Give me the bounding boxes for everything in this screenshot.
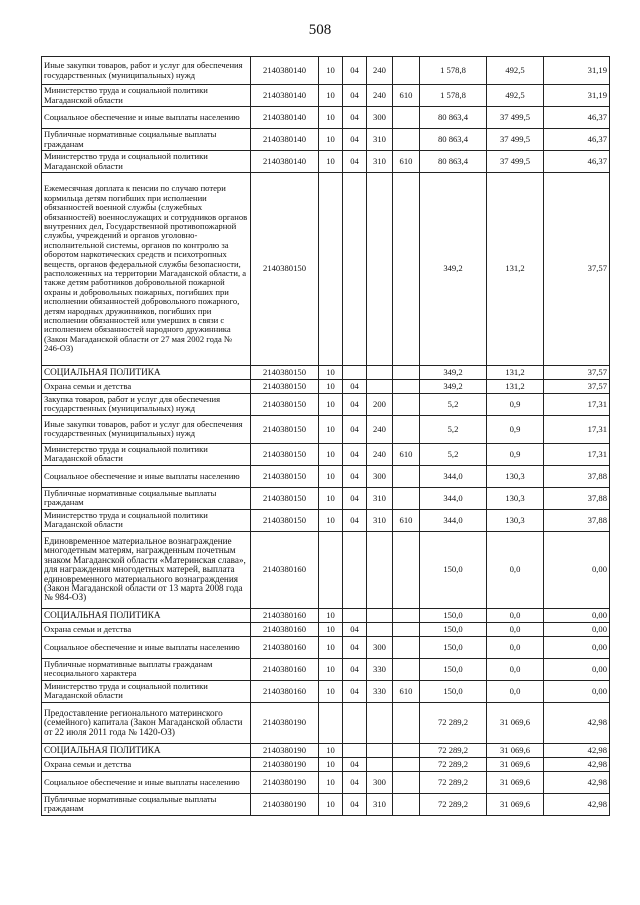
cell-pct: 31,19	[544, 85, 610, 107]
cell-fact: 130,3	[487, 487, 544, 509]
cell-pct: 0,00	[544, 608, 610, 622]
cell-gr	[393, 366, 420, 380]
cell-plan: 349,2	[420, 366, 487, 380]
table-row	[42, 366, 610, 380]
cell-plan: 150,0	[420, 608, 487, 622]
cell-code: 2140380150	[251, 415, 319, 443]
cell-pr: 04	[343, 465, 367, 487]
cell-fact: 37 499,5	[487, 107, 544, 129]
cell-pr: 04	[343, 509, 367, 531]
table-row	[42, 743, 610, 757]
cell-fact: 0,9	[487, 443, 544, 465]
cell-vr: 240	[367, 57, 393, 85]
cell-name: Предоставление регионального материнского (семейного) капитала (Закон Магаданской области от 22 июля 2011 года № 1420-ОЗ)	[42, 702, 251, 743]
cell-rz: 10	[319, 743, 343, 757]
table-row	[42, 380, 610, 394]
cell-plan: 349,2	[420, 173, 487, 366]
cell-pr: 04	[343, 85, 367, 107]
table-row	[42, 793, 610, 815]
cell-pr	[343, 743, 367, 757]
cell-name: СОЦИАЛЬНАЯ ПОЛИТИКА	[42, 366, 251, 380]
cell-vr: 310	[367, 509, 393, 531]
table-row	[42, 465, 610, 487]
cell-pct: 0,00	[544, 531, 610, 608]
cell-pct: 17,31	[544, 394, 610, 416]
cell-gr	[393, 757, 420, 771]
cell-code: 2140380150	[251, 380, 319, 394]
cell-vr: 310	[367, 129, 393, 151]
cell-code: 2140380150	[251, 487, 319, 509]
cell-pct: 0,00	[544, 622, 610, 636]
cell-plan: 72 289,2	[420, 771, 487, 793]
cell-pct: 37,88	[544, 509, 610, 531]
cell-vr: 300	[367, 465, 393, 487]
budget-table	[41, 56, 610, 816]
cell-rz: 10	[319, 85, 343, 107]
cell-fact: 131,2	[487, 173, 544, 366]
cell-plan: 344,0	[420, 509, 487, 531]
cell-code: 2140380150	[251, 465, 319, 487]
cell-plan: 5,2	[420, 443, 487, 465]
cell-vr: 310	[367, 151, 393, 173]
cell-gr	[393, 107, 420, 129]
cell-rz: 10	[319, 757, 343, 771]
cell-name: Охрана семьи и детства	[42, 757, 251, 771]
cell-name: Министерство труда и социальной политики Магаданской области	[42, 443, 251, 465]
cell-pct: 31,19	[544, 57, 610, 85]
cell-vr: 200	[367, 394, 393, 416]
cell-vr	[367, 531, 393, 608]
cell-code: 2140380190	[251, 743, 319, 757]
cell-pct: 42,98	[544, 702, 610, 743]
cell-pr: 04	[343, 129, 367, 151]
cell-name: СОЦИАЛЬНАЯ ПОЛИТИКА	[42, 743, 251, 757]
cell-pr	[343, 366, 367, 380]
cell-vr	[367, 743, 393, 757]
cell-code: 2140380190	[251, 702, 319, 743]
cell-gr: 610	[393, 680, 420, 702]
cell-rz: 10	[319, 793, 343, 815]
cell-fact: 0,9	[487, 394, 544, 416]
cell-gr	[393, 771, 420, 793]
cell-rz	[319, 531, 343, 608]
cell-rz	[319, 702, 343, 743]
cell-vr	[367, 380, 393, 394]
table-row	[42, 129, 610, 151]
cell-code: 2140380140	[251, 151, 319, 173]
cell-pr: 04	[343, 487, 367, 509]
cell-pct: 42,98	[544, 757, 610, 771]
table-row	[42, 509, 610, 531]
cell-rz: 10	[319, 366, 343, 380]
cell-vr	[367, 702, 393, 743]
cell-gr	[393, 608, 420, 622]
cell-name: Социальное обеспечение и иные выплаты населению	[42, 465, 251, 487]
cell-plan: 80 863,4	[420, 107, 487, 129]
cell-name: Публичные нормативные социальные выплаты гражданам	[42, 487, 251, 509]
table-row	[42, 658, 610, 680]
cell-code: 2140380160	[251, 658, 319, 680]
cell-plan: 344,0	[420, 487, 487, 509]
table-row	[42, 702, 610, 743]
cell-fact: 130,3	[487, 465, 544, 487]
table-row	[42, 443, 610, 465]
cell-pr: 04	[343, 636, 367, 658]
cell-gr	[393, 658, 420, 680]
cell-fact: 31 069,6	[487, 743, 544, 757]
cell-pct: 46,37	[544, 151, 610, 173]
cell-fact: 492,5	[487, 57, 544, 85]
cell-code: 2140380190	[251, 793, 319, 815]
cell-pct: 37,57	[544, 380, 610, 394]
table-row	[42, 608, 610, 622]
cell-rz: 10	[319, 129, 343, 151]
cell-pr: 04	[343, 680, 367, 702]
cell-fact: 0,0	[487, 680, 544, 702]
table-row	[42, 636, 610, 658]
cell-name: Министерство труда и социальной политики Магаданской области	[42, 85, 251, 107]
table-row	[42, 151, 610, 173]
cell-pr: 04	[343, 151, 367, 173]
cell-pct: 0,00	[544, 658, 610, 680]
cell-fact: 0,0	[487, 531, 544, 608]
page-number: 508	[308, 22, 332, 38]
cell-vr: 240	[367, 443, 393, 465]
cell-gr	[393, 793, 420, 815]
cell-fact: 31 069,6	[487, 757, 544, 771]
cell-code: 2140380140	[251, 107, 319, 129]
cell-fact: 31 069,6	[487, 771, 544, 793]
cell-code: 2140380140	[251, 129, 319, 151]
cell-pr: 04	[343, 771, 367, 793]
cell-vr	[367, 173, 393, 366]
cell-fact: 37 499,5	[487, 151, 544, 173]
table-row	[42, 771, 610, 793]
cell-rz: 10	[319, 509, 343, 531]
cell-plan: 1 578,8	[420, 57, 487, 85]
cell-plan: 5,2	[420, 415, 487, 443]
cell-code: 2140380150	[251, 366, 319, 380]
cell-pct: 42,98	[544, 771, 610, 793]
cell-fact: 0,0	[487, 622, 544, 636]
cell-plan: 150,0	[420, 636, 487, 658]
cell-name: Охрана семьи и детства	[42, 622, 251, 636]
cell-code: 2140380150	[251, 443, 319, 465]
cell-gr: 610	[393, 509, 420, 531]
table-row	[42, 487, 610, 509]
cell-pct: 0,00	[544, 636, 610, 658]
cell-gr	[393, 465, 420, 487]
cell-pr: 04	[343, 622, 367, 636]
cell-pct: 46,37	[544, 129, 610, 151]
cell-pct: 37,57	[544, 173, 610, 366]
cell-plan: 80 863,4	[420, 129, 487, 151]
cell-gr: 610	[393, 443, 420, 465]
cell-rz: 10	[319, 622, 343, 636]
cell-name: Иные закупки товаров, работ и услуг для обеспечения государственных (муниципальных) нужд	[42, 57, 251, 85]
cell-fact: 130,3	[487, 509, 544, 531]
cell-rz: 10	[319, 487, 343, 509]
cell-pr: 04	[343, 57, 367, 85]
cell-gr	[393, 415, 420, 443]
cell-gr	[393, 57, 420, 85]
cell-gr	[393, 129, 420, 151]
cell-name: Министерство труда и социальной политики Магаданской области	[42, 680, 251, 702]
cell-code: 2140380160	[251, 680, 319, 702]
table-row	[42, 622, 610, 636]
cell-vr: 310	[367, 793, 393, 815]
cell-gr	[393, 531, 420, 608]
cell-rz: 10	[319, 443, 343, 465]
cell-plan: 72 289,2	[420, 793, 487, 815]
table-row	[42, 85, 610, 107]
cell-rz: 10	[319, 465, 343, 487]
cell-gr	[393, 380, 420, 394]
cell-name: Ежемесячная доплата к пенсии по случаю потери кормильца детям погибших при исполнении обязанностей военной службы (служебных обязанностей) военнослужащих и сотрудников органов внутренних дел, Государственной противопожарной службы, учреждений и органов уголовно-исполнительной системы, органов по контролю за оборотом наркотических средств и психотропных веществ, органов федеральной службы безопасности, расположенных на территории Магаданской области, а также детям работников добровольной пожарной охраны и добровольных пожарных, погибших при исполнении обязанностей добровольного пожарного, детям народных дружинников, погибших при исполнении обязанностей или умерших в связи с исполнением обязанностей народного дружинника (Закон Магаданской области от 27 мая 2002 года № 246-ОЗ)	[42, 173, 251, 366]
cell-rz	[319, 173, 343, 366]
cell-pr: 04	[343, 394, 367, 416]
cell-name: Социальное обеспечение и иные выплаты населению	[42, 636, 251, 658]
cell-name: Иные закупки товаров, работ и услуг для обеспечения государственных (муниципальных) нужд	[42, 415, 251, 443]
cell-rz: 10	[319, 415, 343, 443]
cell-rz: 10	[319, 680, 343, 702]
cell-pr: 04	[343, 380, 367, 394]
cell-fact: 0,9	[487, 415, 544, 443]
cell-gr	[393, 173, 420, 366]
cell-fact: 492,5	[487, 85, 544, 107]
cell-plan: 1 578,8	[420, 85, 487, 107]
cell-plan: 72 289,2	[420, 757, 487, 771]
cell-name: Единовременное материальное вознаграждение многодетным матерям, награжденным почетным знаком Магаданской области «Материнская слава», для награждения многодетных матерей, выплата единовременного материального вознаграждения (Закон Магаданской области от 13 марта 2008 года № 984-ОЗ)	[42, 531, 251, 608]
cell-fact: 131,2	[487, 380, 544, 394]
cell-gr: 610	[393, 151, 420, 173]
table-body	[42, 57, 610, 816]
cell-vr: 300	[367, 636, 393, 658]
cell-pr: 04	[343, 793, 367, 815]
cell-pct: 17,31	[544, 415, 610, 443]
cell-rz: 10	[319, 394, 343, 416]
cell-code: 2140380160	[251, 636, 319, 658]
cell-plan: 150,0	[420, 622, 487, 636]
cell-pct: 37,88	[544, 487, 610, 509]
cell-gr	[393, 487, 420, 509]
cell-rz: 10	[319, 380, 343, 394]
cell-name: Закупка товаров, работ и услуг для обеспечения государственных (муниципальных) нужд	[42, 394, 251, 416]
cell-plan: 349,2	[420, 380, 487, 394]
cell-vr: 330	[367, 680, 393, 702]
cell-vr: 300	[367, 771, 393, 793]
table-row	[42, 107, 610, 129]
table-row	[42, 173, 610, 366]
cell-pr: 04	[343, 658, 367, 680]
cell-plan: 5,2	[420, 394, 487, 416]
cell-fact: 131,2	[487, 366, 544, 380]
cell-code: 2140380150	[251, 173, 319, 366]
cell-name: Министерство труда и социальной политики Магаданской области	[42, 509, 251, 531]
cell-name: Министерство труда и социальной политики Магаданской области	[42, 151, 251, 173]
cell-name: Публичные нормативные выплаты гражданам несоциального характера	[42, 658, 251, 680]
table-row	[42, 757, 610, 771]
cell-vr: 240	[367, 85, 393, 107]
cell-code: 2140380160	[251, 608, 319, 622]
cell-pct: 37,88	[544, 465, 610, 487]
cell-plan: 344,0	[420, 465, 487, 487]
cell-pr	[343, 531, 367, 608]
cell-name: Социальное обеспечение и иные выплаты населению	[42, 107, 251, 129]
cell-vr: 240	[367, 415, 393, 443]
cell-rz: 10	[319, 636, 343, 658]
cell-plan: 72 289,2	[420, 702, 487, 743]
cell-plan: 150,0	[420, 680, 487, 702]
cell-code: 2140380140	[251, 57, 319, 85]
cell-pr: 04	[343, 415, 367, 443]
cell-vr: 330	[367, 658, 393, 680]
cell-rz: 10	[319, 107, 343, 129]
cell-pr	[343, 173, 367, 366]
cell-vr	[367, 366, 393, 380]
cell-rz: 10	[319, 151, 343, 173]
cell-plan: 72 289,2	[420, 743, 487, 757]
cell-rz: 10	[319, 608, 343, 622]
cell-name: СОЦИАЛЬНАЯ ПОЛИТИКА	[42, 608, 251, 622]
cell-pr: 04	[343, 757, 367, 771]
cell-vr: 310	[367, 487, 393, 509]
cell-pct: 42,98	[544, 743, 610, 757]
cell-name: Социальное обеспечение и иные выплаты населению	[42, 771, 251, 793]
cell-code: 2140380150	[251, 394, 319, 416]
cell-vr	[367, 757, 393, 771]
cell-vr	[367, 622, 393, 636]
cell-gr	[393, 743, 420, 757]
cell-pct: 46,37	[544, 107, 610, 129]
cell-vr	[367, 608, 393, 622]
cell-code: 2140380150	[251, 509, 319, 531]
cell-name: Публичные нормативные социальные выплаты гражданам	[42, 793, 251, 815]
cell-code: 2140380140	[251, 85, 319, 107]
cell-pr	[343, 608, 367, 622]
cell-pct: 42,98	[544, 793, 610, 815]
cell-pct: 0,00	[544, 680, 610, 702]
cell-gr	[393, 702, 420, 743]
cell-plan: 150,0	[420, 658, 487, 680]
cell-rz: 10	[319, 771, 343, 793]
cell-fact: 37 499,5	[487, 129, 544, 151]
cell-pr: 04	[343, 443, 367, 465]
cell-code: 2140380190	[251, 757, 319, 771]
cell-code: 2140380190	[251, 771, 319, 793]
cell-rz: 10	[319, 57, 343, 85]
table-row	[42, 57, 610, 85]
cell-fact: 31 069,6	[487, 793, 544, 815]
cell-name: Публичные нормативные социальные выплаты гражданам	[42, 129, 251, 151]
cell-gr: 610	[393, 85, 420, 107]
cell-pr	[343, 702, 367, 743]
cell-code: 2140380160	[251, 622, 319, 636]
cell-gr	[393, 394, 420, 416]
cell-gr	[393, 636, 420, 658]
cell-pct: 37,57	[544, 366, 610, 380]
cell-pr: 04	[343, 107, 367, 129]
cell-plan: 150,0	[420, 531, 487, 608]
cell-vr: 300	[367, 107, 393, 129]
cell-name: Охрана семьи и детства	[42, 380, 251, 394]
table-row	[42, 394, 610, 416]
cell-plan: 80 863,4	[420, 151, 487, 173]
cell-gr	[393, 622, 420, 636]
cell-rz: 10	[319, 658, 343, 680]
table-row	[42, 415, 610, 443]
cell-fact: 31 069,6	[487, 702, 544, 743]
cell-code: 2140380160	[251, 531, 319, 608]
cell-fact: 0,0	[487, 658, 544, 680]
cell-fact: 0,0	[487, 608, 544, 622]
cell-pct: 17,31	[544, 443, 610, 465]
cell-fact: 0,0	[487, 636, 544, 658]
table-row	[42, 680, 610, 702]
table-row	[42, 531, 610, 608]
